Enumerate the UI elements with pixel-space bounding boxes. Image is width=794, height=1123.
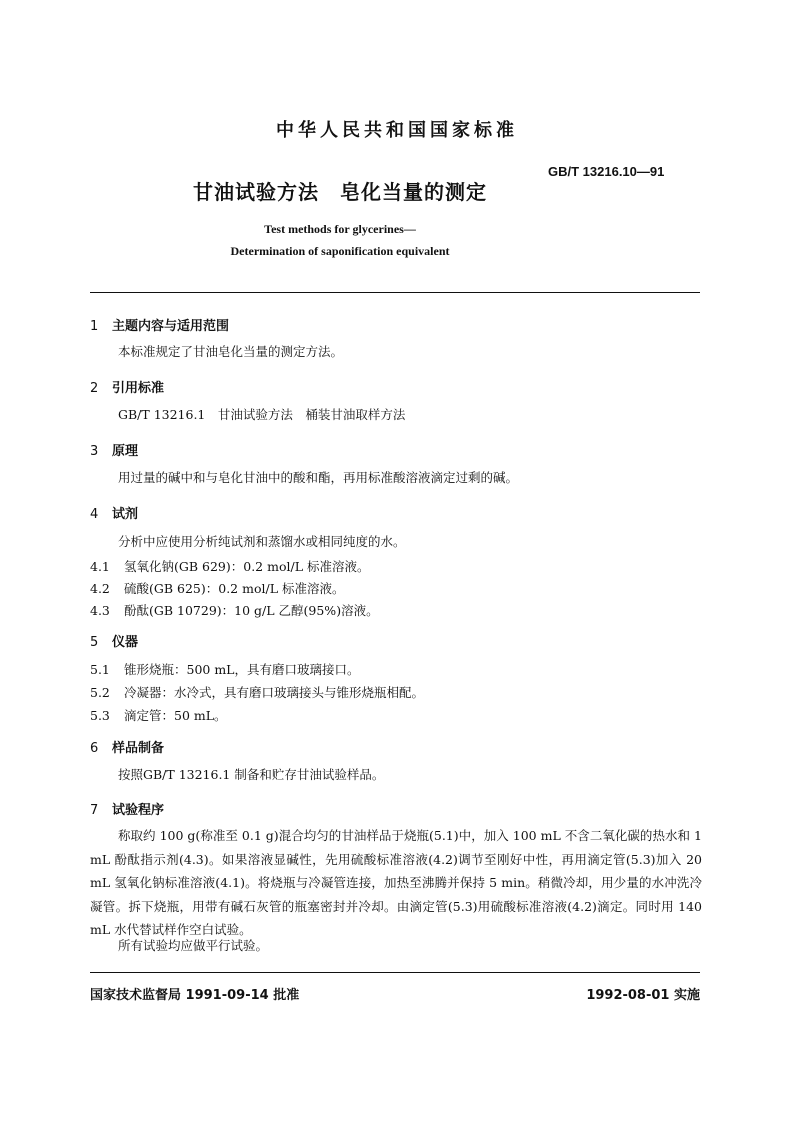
section-3-heading: 3 原理: [90, 444, 139, 459]
section-7-heading: 7 试验程序: [90, 803, 165, 818]
list-item: 4.2 硫酸(GB 625)：0.2 mol/L 标准溶液。: [90, 581, 345, 596]
effective-date-line: 1992-08-01 实施: [586, 988, 700, 1003]
document-title-cn: 甘油试验方法 皂化当量的测定: [193, 180, 487, 204]
list-item: 5.3 滴定管：50 mL。: [90, 708, 227, 723]
section-2-heading: 2 引用标准: [90, 381, 165, 396]
section-7-paragraph: 称取约 100 g(称准至 0.1 g)混合均匀的甘油样品于烧瓶(5.1)中，加入 100 mL 不含二氧化碳的热水和 1 mL 酚酞指示剂(4.3)。如果溶液显碱性，先用硫酸标准溶液(4.2)调节至刚好中性，再用滴定管(5.3)加入 20 mL 氢氧化钠标准溶液(4.1)。将烧瓶与冷凝管连接，加热至沸腾并保持 5 min。稍微冷却，用少量的水冲洗冷凝管。拆下烧瓶，用带有碱石灰管的瓶塞密封并冷却。由滴定管(5.3)用硫酸标准溶液(4.2)滴定。同时用 140 mL 水代替试样作空白试验。: [90, 828, 702, 937]
list-item: 5.1 锥形烧瓶：500 mL，具有磨口玻璃接口。: [90, 662, 360, 677]
section-3-body: 用过量的碱中和与皂化甘油中的酸和酯，再用标准酸溶液滴定过剩的碱。: [118, 470, 519, 485]
section-4-heading: 4 试剂: [90, 507, 139, 522]
approval-line: 国家技术监督局 1991-09-14 批准: [90, 988, 300, 1003]
bottom-divider: [90, 972, 700, 973]
section-5-heading: 5 仪器: [90, 635, 139, 650]
section-7-paragraph-2: 所有试验均应做平行试验。: [118, 938, 269, 953]
section-1-body: 本标准规定了甘油皂化当量的测定方法。: [118, 344, 344, 359]
list-item: 5.2 冷凝器：水冷式，具有磨口玻璃接头与锥形烧瓶相配。: [90, 685, 425, 700]
section-6-body: 按照GB/T 13216.1 制备和贮存甘油试验样品。: [118, 767, 385, 782]
list-item: 4.1 氢氧化钠(GB 629)：0.2 mol/L 标准溶液。: [90, 559, 370, 574]
list-item: 4.3 酚酞(GB 10729)：10 g/L 乙醇(95%)溶液。: [90, 603, 379, 618]
section-6-heading: 6 样品制备: [90, 741, 165, 756]
document-title-en-line2: Determination of saponification equivalent: [230, 244, 450, 258]
standard-org-title: 中华人民共和国国家标准: [276, 120, 518, 141]
top-divider: [90, 292, 700, 293]
document-title-en-line1: Test methods for glycerines—: [264, 222, 416, 236]
section-2-body: GB/T 13216.1 甘油试验方法 桶装甘油取样方法: [118, 407, 406, 422]
section-1-heading: 1 主题内容与适用范围: [90, 319, 230, 334]
section-4-body: 分析中应使用分析纯试剂和蒸馏水或相同纯度的水。: [118, 534, 406, 549]
standard-code: GB/T 13216.10—91: [548, 164, 665, 179]
